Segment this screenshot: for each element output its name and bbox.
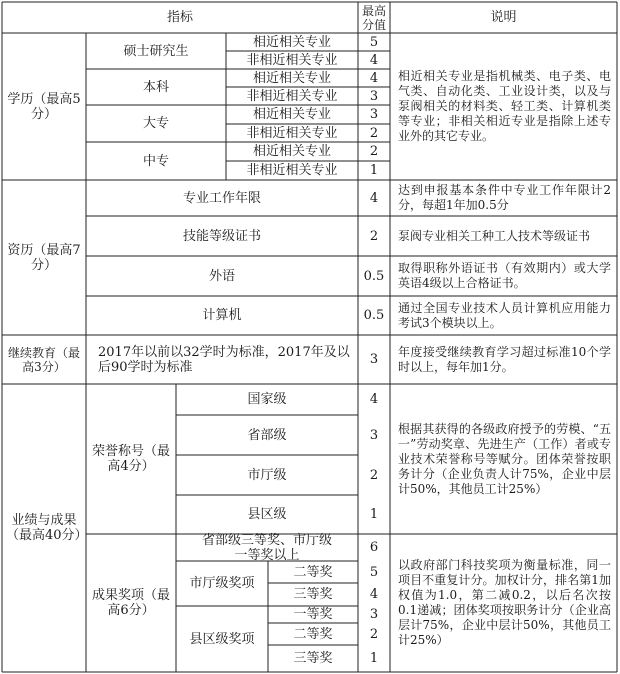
qualification-description: 通过全国专业技术人员计算机应用能力考试3个模块以上。 — [398, 300, 611, 330]
honors-label: 荣誉称号（最高4分） — [92, 444, 171, 474]
honors-level: 市厅级 — [247, 467, 287, 483]
education-score: 4 — [369, 52, 379, 68]
honors-level: 国家级 — [247, 392, 287, 407]
qualification-score: 0.5 — [363, 308, 385, 323]
qualification-item: 外语 — [208, 268, 235, 284]
honors-description: 根据其获得的各级政府授予的劳模、“五一”劳动奖章、先进生产（工作）者或专业技术荣誉称号等赋分。团体荣誉按职务计分（企业负责人计75%，企业中层计50%，其他员工计25%） — [398, 421, 611, 496]
awards-grade: 三等奖 — [293, 587, 333, 602]
honors-score: 1 — [369, 507, 379, 522]
education-score: 4 — [369, 70, 379, 86]
education-type: 非相近相关专业 — [246, 163, 338, 178]
education-group-secondary: 中专 — [142, 153, 169, 169]
honors-level: 省部级 — [247, 427, 287, 443]
qualification-item: 专业工作年限 — [182, 190, 261, 206]
qualification-item: 计算机 — [202, 308, 242, 323]
qualification-description: 达到申报基本条件中专业工作年限计2分，每超1年加0.5分 — [398, 183, 611, 212]
education-group-bachelor: 本科 — [142, 79, 169, 95]
education-group-college: 大专 — [142, 116, 169, 131]
honors-score: 4 — [369, 392, 379, 407]
awards-score: 2 — [369, 626, 379, 642]
education-type: 相近相关专业 — [252, 34, 331, 50]
header-max-score: 最高 分值 — [361, 3, 386, 32]
continuing-label: 继续教育（最高3分） — [7, 345, 80, 374]
education-type: 非相近相关专业 — [246, 52, 338, 68]
qualification-score: 0.5 — [363, 268, 385, 284]
education-type: 相近相关专业 — [252, 70, 331, 86]
honors-score: 2 — [369, 467, 379, 483]
performance-label: 业绩与成果（最高40分） — [6, 513, 88, 543]
awards-grade: 二等奖 — [293, 626, 333, 642]
qualification-description: 取得职称外语证书（有效期内）或大学英语4级以上合格证书。 — [398, 261, 611, 290]
qualification-description: 泵阀专业相关工种工人技术等级证书 — [398, 228, 591, 243]
honors-level: 县区级 — [247, 507, 287, 522]
header-indicator: 指标 — [166, 10, 193, 25]
education-label: 学历（最高5分） — [7, 91, 81, 122]
continuing-description: 年度接受继续教育学习超过标准10个学时以上，每年加1分。 — [398, 344, 611, 374]
qualification-score: 4 — [369, 190, 379, 206]
continuing-score: 3 — [369, 352, 379, 367]
qualification-label: 资历（最高7分） — [7, 242, 81, 273]
education-score: 2 — [369, 125, 379, 141]
education-score: 3 — [369, 88, 379, 104]
education-type: 相近相关专业 — [252, 107, 331, 122]
awards-score: 5 — [369, 564, 379, 580]
education-group-master: 硕士研究生 — [123, 43, 189, 59]
qualification-item: 技能等级证书 — [182, 228, 261, 244]
awards-top-score: 6 — [369, 540, 379, 555]
awards-grade: 三等奖 — [293, 651, 333, 666]
education-type: 相近相关专业 — [252, 144, 331, 159]
continuing-item: 2017年以前以32学时为标准，2017年及以后90学时为标准 — [98, 344, 350, 375]
education-score: 1 — [369, 163, 379, 178]
education-description: 相近相关专业是指机械类、电子类、电气类、自动化类、工业设计类，以及与泵阀相关的材料类、轻工类、计算机类等专业；非相关相近专业是指除上述专业外的其它专业。 — [398, 69, 611, 143]
awards-score: 3 — [369, 607, 379, 622]
header-description: 说明 — [490, 10, 517, 25]
awards-grade: 二等奖 — [293, 564, 333, 580]
awards-score: 1 — [369, 651, 379, 666]
awards-grade: 一等奖 — [293, 607, 333, 622]
awards-top-level: 省部级三等奖、市厅级一等奖以上 — [201, 532, 332, 563]
awards-score: 4 — [369, 587, 379, 602]
education-type: 非相近相关专业 — [246, 125, 338, 141]
awards-label: 成果奖项（最高6分） — [92, 588, 171, 618]
honors-score: 3 — [369, 427, 379, 443]
education-score: 3 — [369, 107, 379, 122]
education-type: 非相近相关专业 — [246, 88, 338, 104]
awards-description: 以政府部门科技奖项为衡量标准，同一项目不重复计分。加权计分，排名第1加权值为1.0，第二减0.2，以后名次按0.1递减；团体奖项按职务计分（企业高层计75%，企业中层计50%，其他员工计25%） — [398, 558, 611, 647]
qualification-score: 2 — [369, 228, 379, 244]
education-score: 2 — [369, 144, 379, 159]
awards-city-label: 市厅级奖项 — [189, 576, 255, 591]
education-score: 5 — [369, 34, 379, 50]
awards-county-label: 县区级奖项 — [189, 631, 255, 647]
